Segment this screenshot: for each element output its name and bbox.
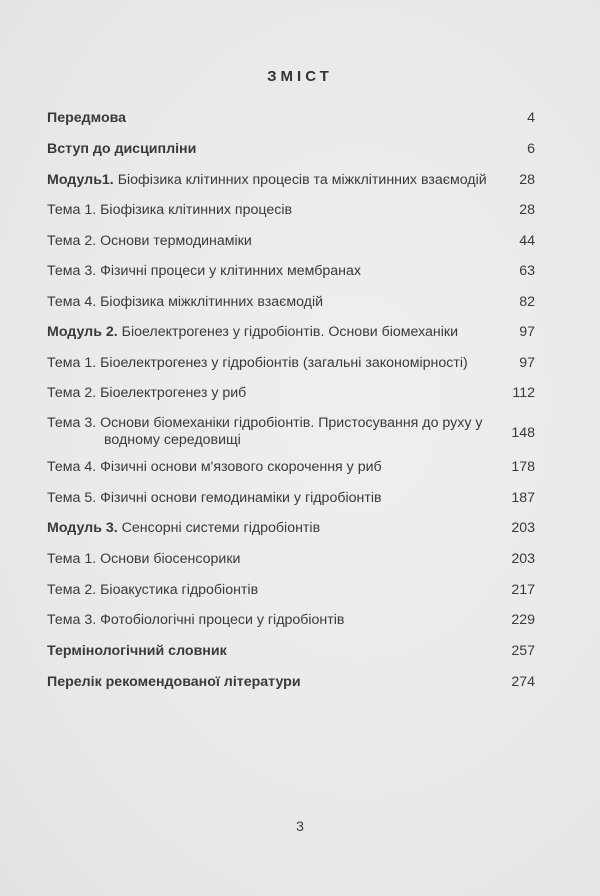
toc-entry-title (47, 520, 497, 537)
toc-entry-text: Тема 4. Фізичні основи м'язового скорочення у риб (47, 459, 382, 475)
toc-entry-page: 203 (511, 520, 535, 536)
toc-entry-page: 97 (519, 355, 535, 371)
toc-module-prefix: Модуль 3. (47, 520, 118, 536)
toc-entry-text: Тема 2. Біоелектрогенез у риб (47, 385, 247, 401)
toc-entry (47, 294, 535, 311)
toc-entry-title (47, 385, 497, 402)
toc-entry-page: 257 (511, 643, 535, 659)
toc-entry (47, 459, 535, 476)
toc-entry-text: Термінологічний словник (47, 643, 227, 659)
toc-entry (47, 202, 535, 219)
toc-entry (47, 612, 535, 629)
toc-entry-title (47, 490, 497, 507)
toc-entry-page: 203 (511, 551, 535, 567)
toc-entry-page: 112 (512, 385, 535, 401)
toc-entry-page: 28 (519, 172, 535, 188)
toc-entry (47, 110, 535, 127)
toc-entry-text: Тема 1. Основи біосенсорики (47, 551, 241, 567)
toc-entry (47, 355, 535, 372)
toc-entry-text: Тема 2. Основи термодинаміки (47, 233, 252, 249)
toc-entry (47, 674, 535, 691)
toc-entry-text: Тема 5. Фізичні основи гемодинаміки у гідробіонтів (47, 490, 382, 506)
toc-entry (47, 324, 535, 341)
page-number: 3 (296, 818, 304, 834)
toc-entry-title (47, 674, 497, 691)
toc-entry-title (47, 551, 497, 568)
toc-entry-page: 97 (519, 324, 535, 340)
toc-entry-text: Вступ до дисципліни (47, 141, 197, 157)
toc-entry-text: Тема 2. Біоакустика гідробіонтів (47, 582, 259, 598)
toc-module-prefix: Модуль 2. (47, 324, 118, 340)
toc-entry-page: 148 (511, 425, 535, 441)
toc-entry-title (47, 294, 497, 311)
toc-entry-title (47, 233, 497, 250)
toc-entry-page: 187 (511, 490, 535, 506)
toc-entry (47, 141, 535, 158)
toc-entry-page: 82 (519, 294, 535, 310)
toc-entry-page: 44 (519, 233, 535, 249)
toc-entry-text: Сенсорні системи гідробіонтів (117, 520, 321, 536)
toc-entry-title (47, 415, 497, 432)
toc-entry-text: Тема 1. Біофізика клітинних процесів (47, 202, 293, 218)
toc-entry-page: 63 (519, 263, 535, 279)
toc-entry (47, 520, 535, 537)
toc-entry-text: Передмова (47, 110, 127, 126)
toc-entry-text: Тема 3. Основи біомеханіки гідробіонтів. Пристосування до руху у (47, 415, 483, 431)
toc-entry-text: Тема 3. Фізичні процеси у клітинних мембранах (47, 263, 361, 279)
toc-module-prefix: Модуль1. (47, 172, 114, 188)
toc-entry-page: 6 (527, 141, 535, 157)
toc-entry (47, 643, 535, 660)
toc-entry-page: 28 (519, 202, 535, 218)
toc-entry (47, 490, 535, 507)
toc-entry-title (47, 172, 497, 189)
toc-entry-text: Тема 4. Біофізика міжклітинних взаємодій (47, 294, 324, 310)
toc-entry-text: Тема 1. Біоелектрогенез у гідробіонтів (загальні закономірності) (47, 355, 468, 371)
toc-entry-page: 4 (527, 110, 535, 126)
toc-entry-page: 178 (511, 459, 535, 475)
toc-entry (47, 233, 535, 250)
toc-entry-text: Біофізика клітинних процесів та міжклітинних взаємодій (113, 172, 487, 188)
toc-entry-title (47, 141, 497, 158)
toc-entry-title (47, 110, 497, 127)
toc-entry (47, 415, 535, 449)
toc-entry-page: 274 (511, 674, 535, 690)
toc-entry (47, 385, 535, 402)
toc-entry-page: 217 (511, 582, 535, 598)
toc-entry-title (47, 612, 497, 629)
toc-entry-title (47, 263, 497, 280)
toc-entry-title (47, 324, 497, 341)
toc-entry-continuation: водному середовищі (104, 432, 241, 448)
toc-entry-page: 229 (511, 612, 535, 628)
toc-entry (47, 582, 535, 599)
toc-entry-title (47, 202, 497, 219)
toc-entry-text: Тема 3. Фотобіологічні процеси у гідробіонтів (47, 612, 345, 628)
toc-entry-text: Перелік рекомендованої літератури (47, 674, 301, 690)
toc-entry (47, 551, 535, 568)
toc-entry-title (47, 643, 497, 660)
page-title: ЗМІСТ (267, 68, 333, 85)
toc-entry-title (47, 459, 497, 476)
toc-entry (47, 172, 535, 189)
toc-entry (47, 263, 535, 280)
toc-entry-title (47, 582, 497, 599)
toc-entry-text: Біоелектрогенез у гідробіонтів. Основи біомеханіки (117, 324, 459, 340)
toc-entry-title (47, 355, 497, 372)
